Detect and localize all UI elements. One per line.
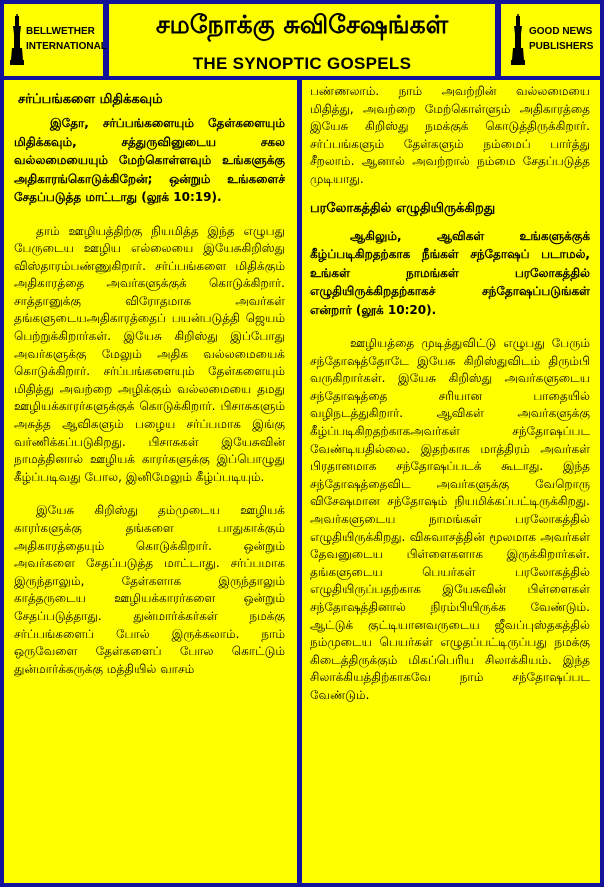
section-heading-serpents: சர்ப்பங்களை மிதிக்கவும் — [18, 92, 163, 107]
body-paragraph: ஊழியத்தை முடித்துவிட்டு எழுபது பேரும் சந்தோஷத்தோடே இயேசு கிறிஸ்துவிடம் திரும்பி வருகிறார்கள். இயேசு கிறிஸ்து அவர்களுடைய சந்தோஷத்தை சரியான பாதையில் வழிநடத்துகிறார். ஆவிகள் அவர்களுக்கு கீழ்ப்படிகிறதற்காகஅவர்கள் சந்தோஷப்பட வேண்டியதில்லை. இதற்காக மாத்திரம் அவர்கள் பிரதானமாக சந்தோஷப்படக் கூடாது. இந்த சந்தோஷத்தைவிட அவர்களுக்கு வேறொரு விசேஷமான சந்தோஷம் நியமிக்கப்பட்டிருக்கிறது. அவர்களுடைய நாமங்கள் பரலோகத்தில் எழுதியிருக்கிறது. விசுவாசத்தின் மூலமாக அவர்கள் தேவனுடைய பிள்ளைகளாக இருக்கிறார்கள். தங்களுடைய பெயர்கள் பரலோகத்தில் எழுதியிருப்பதற்காக இயேசுவின் பிள்ளைகள் சந்தோஷத்தினால் நிரம்பியிருக்க வேண்டும். ஆட்டுக் குட்டியானவருடைய ஜீவப்புஸ்தகத்தில் நம்முடைய பெயர்கள் எழுதப்பட்டிருப்பது நமக்கு கிடைத்திருக்கும் மிகப்பெரிய சிலாக்கியம். இந்த சிலாக்கியத்திற்காகவே நாம் சந்தோஷப்பட வேண்டும். — [310, 336, 590, 702]
scripture-quote: இதோ, சர்ப்பங்களையும் தேள்களையும் மிதிக்கவும், சத்துருவினுடைய சகல வல்லமையையும் மேற்கொள்ளவும் உங்களுக்கு அதிகாரங்கொடுக்கிறேன்; ஒன்றும் உங்களைச் சேதப்படுத்த மாட்டாது (லூக் 10:19). — [14, 116, 285, 204]
scripture-quote: ஆகிலும், ஆவிகள் உங்களுக்குக் கீழ்ப்படிகிறதற்காக நீங்கள் சந்தோஷப் படாமல், உங்கள் நாமங்கள் பரலோகத்தில் எழுதியிருக்கிறதற்காகச் சந்தோஷப்படுங்கள் என்றார் (லூக் 10:20). — [310, 228, 590, 317]
title-banner — [109, 4, 495, 76]
logo-line-1: GOOD NEWS — [529, 26, 593, 37]
body-paragraph-continued: பண்ணலாம். நாம் அவற்றின் வல்லமையை மிதித்து, அவற்றை மேற்கொள்ளும் அதிகாரத்தை இயேசு கிறிஸ்து நமக்குக் கொடுத்திருக்கிறார். சர்ப்பங்களும் தேள்களும் நம்மைப் பார்த்து சீறலாம். ஆனால் அவற்றால் நம்மை சேதப்படுத்த முடியாது. — [310, 84, 590, 186]
tower-icon — [10, 14, 24, 66]
good-news-logo — [501, 4, 600, 76]
bellwether-logo — [4, 4, 107, 76]
body-paragraph: இயேசு கிறிஸ்து தம்முடைய ஊழியக் காரர்களுக்கு தங்களை பாதுகாக்கும் அதிகாரத்தையும் கொடுக்கிறார். ஒன்றும் அவர்களை சேதப்படுத்த மாட்டாது. சர்ப்பமாக இருந்தாலும், தேள்களாக இருந்தாலும் காத்தருடைய ஊழியக்காரர்களை ஒன்றும் சேதப்படுத்தாது. துன்மார்க்கர்கள் நமக்கு சர்ப்பங்களைப் போல் இருக்கலாம். நாம் ஒருவேளை தேள்களைப் போல கொட்டும் துன்மார்க்கருக்கு மத்தியில் வாசம் — [14, 503, 285, 676]
logo-line-1: BELLWETHER — [26, 26, 95, 37]
logo-line-2: INTERNATIONAL — [26, 41, 107, 52]
english-title: THE SYNOPTIC GOSPELS — [192, 54, 412, 73]
left-column — [4, 80, 297, 883]
logo-line-2: PUBLISHERS — [529, 41, 594, 52]
tower-icon — [511, 14, 525, 66]
tamil-title: சமநோக்கு சுவிசேஷங்கள் — [155, 10, 449, 39]
section-heading-heaven: பரலோகத்தில் எழுதியிருக்கிறது — [310, 200, 496, 216]
right-column — [302, 80, 600, 883]
body-paragraph: தாம் ஊழியத்திற்கு நியமித்த இந்த எழுபது பேருடைய ஊழிய எல்லையை இயேசுகிறிஸ்து விஸ்தாரம்பண்ணுகிறார். சர்ப்பங்களை மிதிக்கும் அதிகாரத்தை அவர்களுக்குக் கொடுக்கிறார். சாத்தானுக்கு விரோதமாக அவர்கள் தங்களுடையஅதிகாரத்தைப் பயன்படுத்தி ஜெயம் பெற்றுக்கிறார்கள். இயேசு கிறிஸ்து இப்போது அவர்களுக்கு மேலும் அதிக வல்லமையைக் கொடுக்கிறார். சர்ப்பங்களையும் தேள்களையும் மிதித்து அவற்றை அழிக்கும் வல்லமையை தமது ஊழியக்காரர்களுக்குக் கொடுக்கிறார். பிசாசுகளும் அசுத்த ஆவிகளும் பழைய சர்ப்பமாக இங்கு வர்ணிக்கப்படுகிறது. பிசாசுகள் இயேசுவின் நாமத்தினால் ஊழியக் காரர்களுக்கு இப்பொழுது கீழ்ப்படிவது போல, இனிமேலும் கீழ்ப்படியும். — [14, 223, 285, 484]
